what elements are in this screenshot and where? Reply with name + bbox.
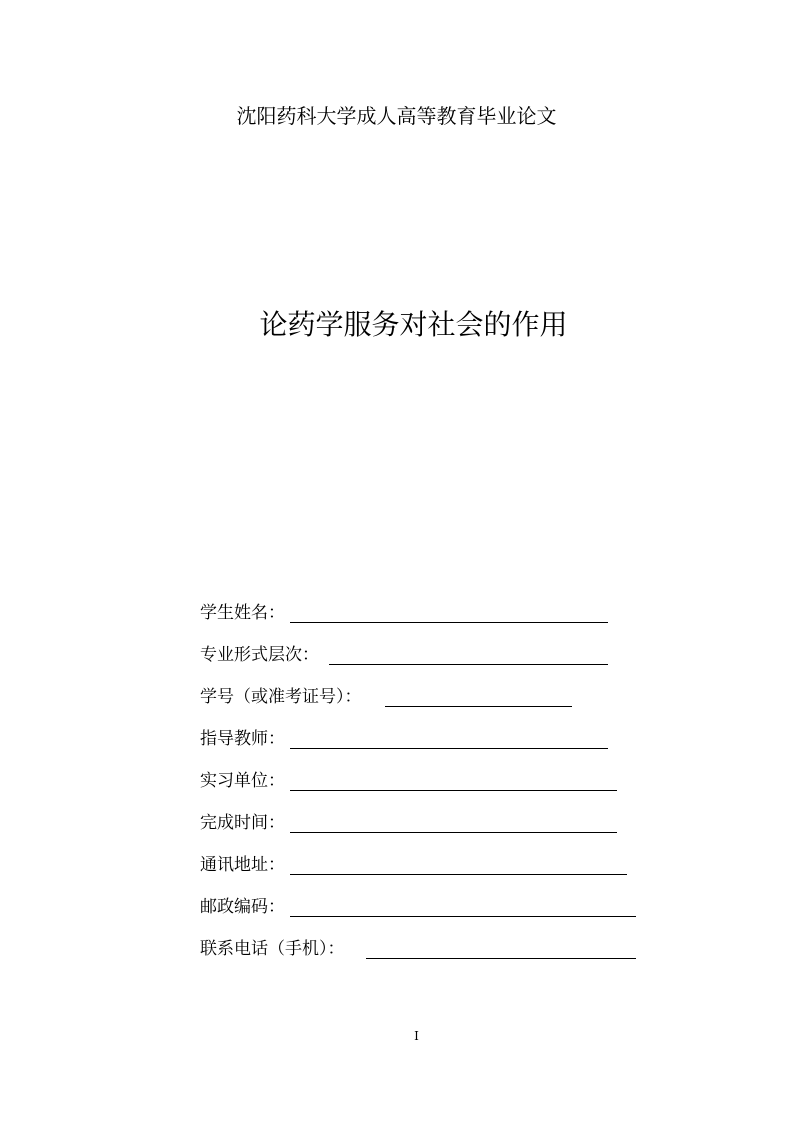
completion-time-field[interactable] [290, 832, 617, 833]
advisor-label: 指导教师： [200, 729, 285, 749]
phone-label: 联系电话（手机）： [200, 939, 345, 959]
institution-title: 沈阳药科大学成人高等教育毕业论文 [236, 104, 557, 128]
completion-time-label: 完成时间： [200, 813, 285, 833]
advisor-field[interactable] [290, 748, 608, 749]
student-id-field[interactable] [385, 706, 572, 707]
mailing-address-field[interactable] [290, 874, 627, 875]
postal-code-label: 邮政编码： [200, 897, 285, 917]
student-name-field[interactable] [290, 622, 608, 623]
internship-unit-field[interactable] [290, 790, 617, 791]
phone-field[interactable] [366, 958, 636, 959]
postal-code-field[interactable] [290, 916, 636, 917]
internship-unit-label: 实习单位： [200, 771, 285, 791]
thesis-title: 论药学服务对社会的作用 [259, 308, 568, 341]
mailing-address-label: 通讯地址： [200, 855, 285, 875]
student-id-label: 学号（或准考证号）： [200, 687, 362, 707]
major-level-label: 专业形式层次： [200, 645, 319, 665]
student-name-label: 学生姓名： [200, 603, 285, 623]
page-number: I [414, 1029, 419, 1043]
major-level-field[interactable] [329, 664, 608, 665]
